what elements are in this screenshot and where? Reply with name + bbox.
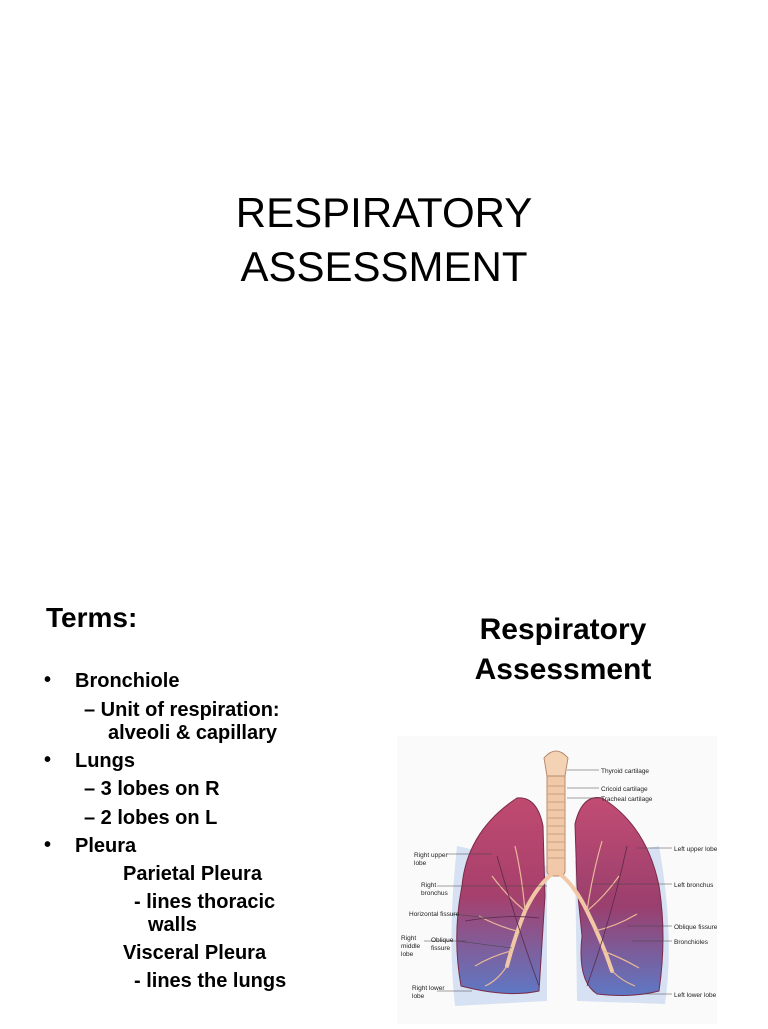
label-oblique-fissure-left: Oblique fissure (674, 924, 717, 931)
bullet: • (44, 669, 52, 691)
label-left-upper-lobe: Left upper lobe (674, 846, 717, 853)
label-cricoid-cartilage: Cricoid cartilage (601, 786, 648, 793)
label-right-middle-lobe-3: lobe (401, 951, 414, 958)
right-title-line-2: Assessment (474, 653, 652, 686)
label-right-upper-lobe-2: lobe (414, 860, 427, 867)
larynx-shape (544, 751, 568, 776)
label-oblique-fissure-right-1: Oblique (431, 937, 454, 944)
label-bronchioles: Bronchioles (674, 939, 708, 946)
slide-title-line-1: RESPIRATORY (235, 189, 533, 236)
respiratory-assessment-title (420, 610, 706, 690)
bullet: • (44, 834, 52, 856)
label-thyroid-cartilage: Thyroid cartilage (601, 768, 650, 775)
label-tracheal-cartilage: Tracheal cartilage (601, 796, 653, 803)
label-right-bronchus-1: Right (421, 882, 437, 889)
term-parietal-desc-2: walls (148, 914, 197, 936)
label-right-lower-lobe-2: lobe (412, 993, 425, 1000)
label-left-lower-lobe: Left lower lobe (674, 992, 717, 999)
term-visceral-desc: - lines the lungs (134, 970, 287, 992)
term-parietal-desc-1: - lines thoracic (134, 891, 276, 913)
term-parietal: Parietal Pleura (123, 863, 262, 885)
label-right-bronchus-2: bronchus (421, 890, 448, 897)
label-right-middle-lobe-1: Right (401, 935, 417, 942)
bullet: • (44, 749, 52, 771)
term-bronchiole-desc-2: alveoli & capillary (108, 722, 277, 744)
terms-heading: Terms: (46, 602, 138, 633)
term-lungs: Lungs (75, 750, 135, 772)
label-right-middle-lobe-2: middle (401, 943, 421, 950)
label-horizontal-fissure: Horizontal fissure (409, 911, 460, 918)
lung-illustration (397, 736, 717, 1024)
lung-diagram (397, 736, 717, 1024)
slide-title (0, 186, 768, 294)
label-oblique-fissure-right-2: fissure (431, 945, 451, 952)
right-title-line-1: Respiratory (479, 613, 647, 646)
term-lungs-left: – 2 lobes on L (84, 807, 218, 829)
slide-title-line-2: ASSESSMENT (240, 243, 528, 290)
label-left-bronchus: Left bronchus (674, 882, 714, 889)
term-pleura: Pleura (75, 835, 137, 857)
label-right-upper-lobe-1: Right upper (414, 852, 448, 859)
term-lungs-right: – 3 lobes on R (84, 778, 220, 800)
label-right-lower-lobe-1: Right lower (412, 985, 445, 992)
term-bronchiole-desc-1: – Unit of respiration: (84, 699, 280, 721)
term-visceral: Visceral Pleura (123, 942, 267, 964)
term-bronchiole: Bronchiole (75, 670, 180, 692)
